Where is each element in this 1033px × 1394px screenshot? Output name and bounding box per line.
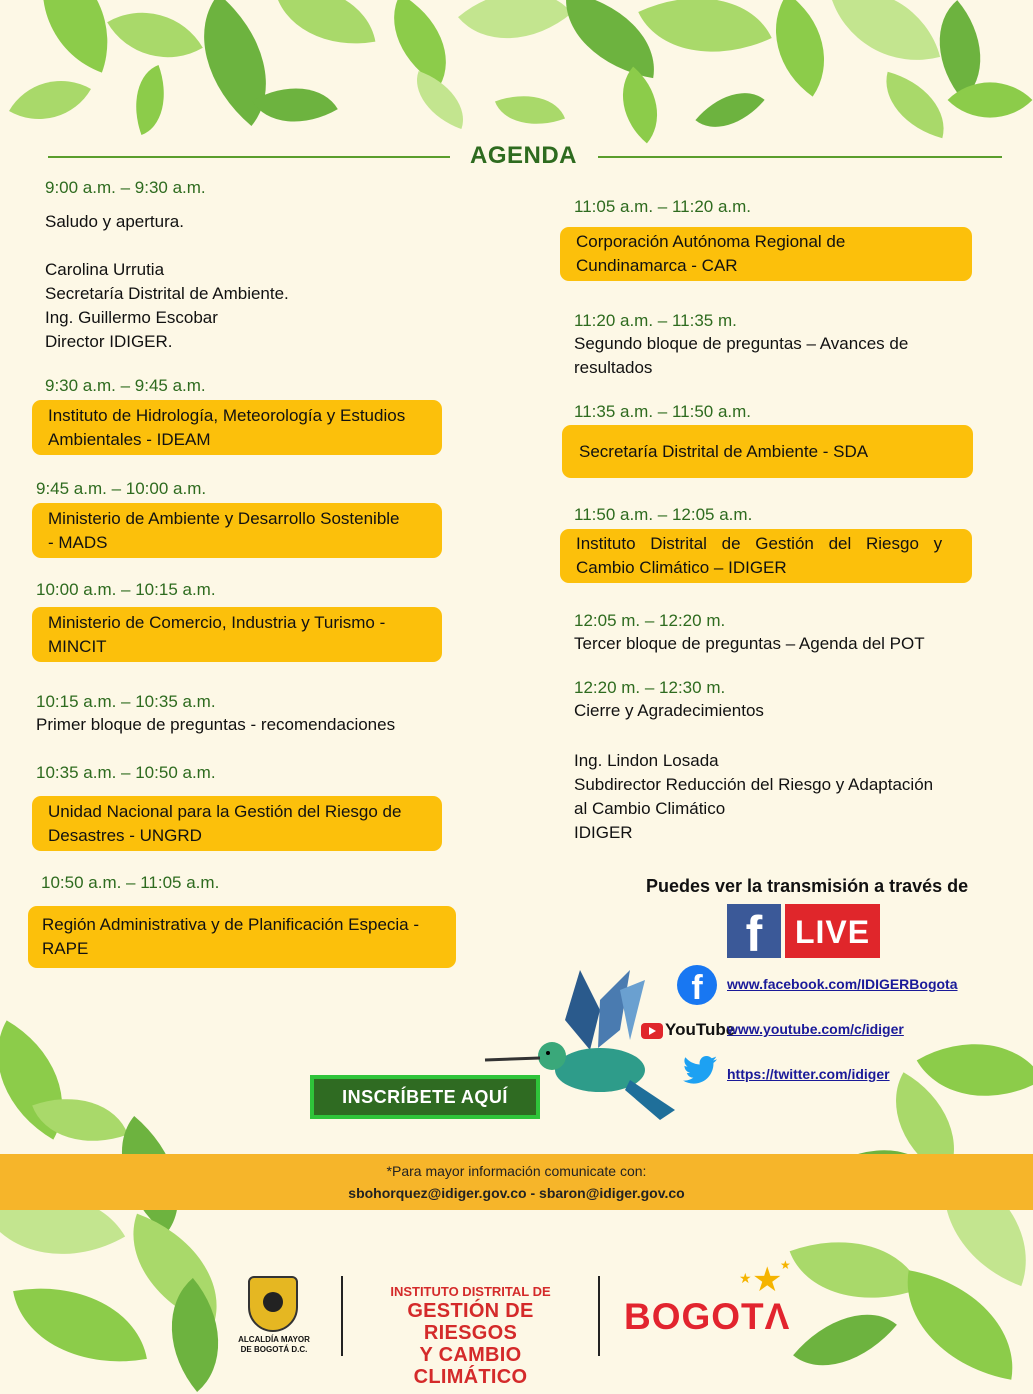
agenda-time: 9:45 a.m. – 10:00 a.m. xyxy=(36,479,207,498)
agenda-highlight-box xyxy=(28,906,456,968)
agenda-time: 10:50 a.m. – 11:05 a.m. xyxy=(41,873,220,892)
twitter-link[interactable]: https://twitter.com/idiger xyxy=(727,1066,890,1082)
idiger-logo-line: Y CAMBIO CLIMÁTICO xyxy=(413,1344,528,1388)
register-button[interactable]: INSCRÍBETE AQUÍ xyxy=(310,1075,540,1119)
agenda-time: 12:20 m. – 12:30 m. xyxy=(574,678,726,697)
agenda-highlight-box xyxy=(560,529,972,583)
agenda-line: - MADS xyxy=(48,532,108,552)
agenda-highlight-box xyxy=(32,400,442,455)
agenda-line: Primer bloque de preguntas - recomendaciones xyxy=(36,715,396,734)
agenda-highlight-box xyxy=(560,227,972,281)
idiger-logo-line: GESTIÓN DE RIESGOS xyxy=(407,1300,534,1344)
agenda-line: Ministerio de Ambiente y Desarrollo Sostenible xyxy=(48,508,400,528)
agenda-line: Región Administrativa y de Planificación Especia - xyxy=(42,915,420,934)
agenda-line: Instituto Distrital de Gestión del Riesgo y xyxy=(576,534,943,553)
alcaldia-line: ALCALDÍA MAYOR xyxy=(238,1335,310,1344)
bogota-coat-of-arms-icon xyxy=(248,1276,298,1332)
star-icon: ★ xyxy=(780,1258,791,1272)
facebook-link[interactable]: www.facebook.com/IDIGERBogota xyxy=(727,976,958,992)
facebook-icon: f xyxy=(677,965,717,1005)
agenda-line: Secretaría Distrital de Ambiente - SDA xyxy=(579,441,869,461)
agenda-line: Desastres - UNGRD xyxy=(48,825,202,845)
agenda-time: 11:35 a.m. – 11:50 a.m. xyxy=(574,402,752,421)
agenda-highlight-box xyxy=(562,425,973,478)
star-icon: ★ xyxy=(739,1270,752,1286)
agenda-line: Director IDIGER. xyxy=(45,332,173,351)
agenda-time: 10:00 a.m. – 10:15 a.m. xyxy=(36,580,216,599)
agenda-text xyxy=(574,632,925,656)
agenda-line: Cierre y Agradecimientos xyxy=(574,701,764,720)
agenda-divider-left xyxy=(48,156,450,158)
agenda-line: Subdirector Reducción del Riesgo y Adaptación xyxy=(574,775,934,794)
agenda-time: 9:00 a.m. – 9:30 a.m. xyxy=(45,178,206,197)
agenda-line: Unidad Nacional para la Gestión del Riesgo de xyxy=(48,801,402,821)
agenda-line: Cundinamarca - CAR xyxy=(576,256,738,275)
facebook-icon: f xyxy=(727,904,781,958)
agenda-time: 12:05 m. – 12:20 m. xyxy=(574,611,726,630)
youtube-label: YouTube xyxy=(665,1020,736,1039)
agenda-time: 10:15 a.m. – 10:35 a.m. xyxy=(36,692,216,711)
bogota-logo: BOGOTΛ xyxy=(624,1296,791,1337)
agenda-line: Cambio Climático – IDIGER xyxy=(576,558,787,577)
agenda-line: resultados xyxy=(574,358,653,377)
agenda-line: Corporación Autónoma Regional de xyxy=(576,232,846,251)
agenda-time: 11:20 a.m. – 11:35 m. xyxy=(574,311,737,330)
agenda-time: 11:05 a.m. – 11:20 a.m. xyxy=(574,197,752,216)
agenda-title: AGENDA xyxy=(470,142,578,169)
youtube-link[interactable]: www.youtube.com/c/idiger xyxy=(727,1021,904,1037)
agenda-line: Saludo y apertura. xyxy=(45,212,184,231)
agenda-divider-right xyxy=(598,156,1002,158)
stream-title: Puedes ver la transmisión a través de xyxy=(646,876,969,896)
agenda-line: Ministerio de Comercio, Industria y Turismo - xyxy=(48,612,386,632)
footer-divider xyxy=(341,1276,343,1356)
agenda-line: RAPE xyxy=(42,939,89,958)
live-badge: LIVE xyxy=(785,904,880,958)
agenda-line: Carolina Urrutia xyxy=(45,260,165,279)
agenda-line: Ambientales - IDEAM xyxy=(48,429,211,449)
agenda-line: Ing. Lindon Losada xyxy=(574,751,719,770)
contact-note: *Para mayor información comunicate con: xyxy=(386,1163,647,1179)
contact-emails[interactable]: sbohorquez@idiger.gov.co - sbaron@idiger.gov.co xyxy=(348,1185,685,1201)
agenda-time: 11:50 a.m. – 12:05 a.m. xyxy=(574,505,753,524)
star-icon: ★ xyxy=(752,1261,783,1299)
alcaldia-logo-text xyxy=(228,1335,320,1355)
agenda-line xyxy=(574,723,933,749)
agenda-line: MINCIT xyxy=(48,636,107,656)
agenda-line xyxy=(45,234,289,258)
agenda-time: 9:30 a.m. – 9:45 a.m. xyxy=(45,376,206,395)
idiger-logo-small: INSTITUTO DISTRITAL DE xyxy=(390,1284,551,1299)
agenda-line: Tercer bloque de preguntas – Agenda del POT xyxy=(574,634,925,653)
agenda-highlight-box xyxy=(32,503,442,558)
agenda-line: IDIGER xyxy=(574,823,633,842)
agenda-text xyxy=(574,699,933,845)
agenda-text xyxy=(574,332,908,380)
agenda-time: 10:35 a.m. – 10:50 a.m. xyxy=(36,763,216,782)
agenda-line: Instituto de Hidrología, Meteorología y Estudios xyxy=(48,405,406,425)
idiger-logo xyxy=(368,1284,573,1388)
agenda-line: Segundo bloque de preguntas – Avances de xyxy=(574,334,909,353)
facebook-live-logo xyxy=(727,904,880,962)
alcaldia-line: DE BOGOTÁ D.C. xyxy=(240,1345,308,1354)
agenda-highlight-box xyxy=(32,607,442,662)
footer-divider xyxy=(598,1276,600,1356)
agenda-line: Secretaría Distrital de Ambiente. xyxy=(45,284,289,303)
agenda-text xyxy=(45,210,289,354)
agenda-text xyxy=(36,713,395,737)
agenda-highlight-box xyxy=(32,796,442,851)
contact-info xyxy=(0,1160,1033,1204)
agenda-line: al Cambio Climático xyxy=(574,799,726,818)
agenda-line: Ing. Guillermo Escobar xyxy=(45,308,218,327)
